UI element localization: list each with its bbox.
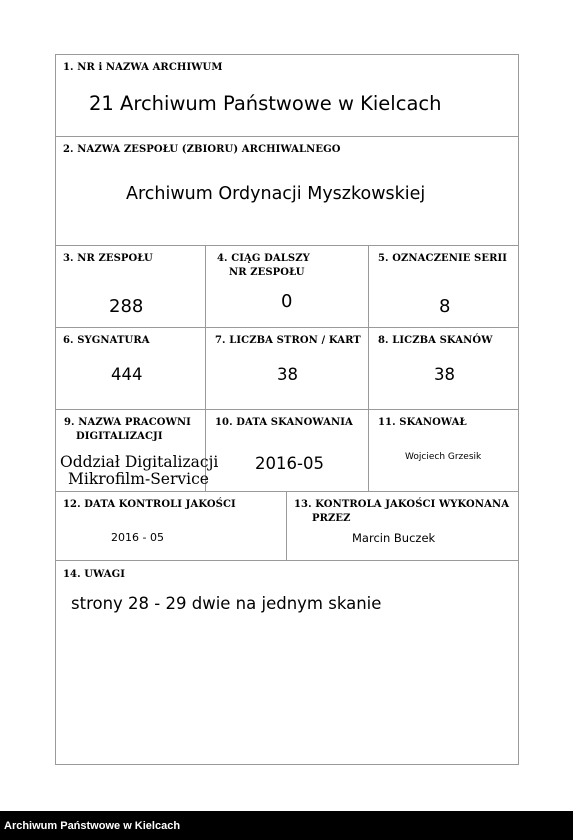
fond-name-label: 2. NAZWA ZESPOŁU (ZBIORU) ARCHIWALNEGO xyxy=(63,144,341,155)
qc-date-label: 12. DATA KONTROLI JAKOŚCI xyxy=(63,499,236,510)
studio-label-1: 9. NAZWA PRACOWNI xyxy=(64,417,191,428)
signature-value: 444 xyxy=(111,365,143,384)
series-value: 8 xyxy=(439,296,451,317)
row-divider xyxy=(56,560,518,561)
col-divider xyxy=(368,245,369,491)
fond-number-label: 3. NR ZESPOŁU xyxy=(63,253,153,264)
studio-value-2: Mikrofilm-Service xyxy=(68,470,209,488)
footer-bar xyxy=(0,811,573,840)
row-divider xyxy=(56,409,518,410)
continuation-value: 0 xyxy=(281,291,293,312)
archive-name-label: 1. NR i NAZWA ARCHIWUM xyxy=(63,62,223,73)
archive-name-value: 21 Archiwum Państwowe w Kielcach xyxy=(89,92,442,115)
scan-date-value: 2016-05 xyxy=(255,454,324,473)
row-divider xyxy=(56,491,518,492)
qc-date-value: 2016 - 05 xyxy=(111,531,164,544)
scanned-by-value: Wojciech Grzesik xyxy=(405,452,482,462)
page-count-value: 38 xyxy=(277,365,298,384)
qc-by-value: Marcin Buczek xyxy=(352,531,436,545)
archive-metadata-form xyxy=(55,54,519,765)
continuation-label-1: 4. CIĄG DALSZY xyxy=(217,253,310,264)
fond-name-value: Archiwum Ordynacji Myszkowskiej xyxy=(126,184,426,204)
footer-text: Archiwum Państwowe w Kielcach xyxy=(4,820,181,832)
scan-count-value: 38 xyxy=(434,365,455,384)
row-divider xyxy=(56,245,518,246)
row-divider xyxy=(56,327,518,328)
series-label: 5. OZNACZENIE SERII xyxy=(378,253,508,264)
scanned-by-label: 11. SKANOWAŁ xyxy=(378,417,467,428)
studio-value-1: Oddział Digitalizacji xyxy=(60,453,219,471)
studio-label-2: DIGITALIZACJI xyxy=(76,431,163,442)
col-divider xyxy=(286,491,287,560)
qc-by-label-1: 13. KONTROLA JAKOŚCI WYKONANA xyxy=(294,499,510,510)
scan-date-label: 10. DATA SKANOWANIA xyxy=(215,417,353,428)
notes-value: strony 28 - 29 dwie na jednym skanie xyxy=(71,594,382,613)
row-divider xyxy=(56,136,518,137)
continuation-label-2: NR ZESPOŁU xyxy=(229,267,305,278)
page-count-label: 7. LICZBA STRON / KART xyxy=(215,335,361,346)
signature-label: 6. SYGNATURA xyxy=(63,335,150,346)
fond-number-value: 288 xyxy=(109,296,144,317)
qc-by-label-2: PRZEZ xyxy=(312,513,351,524)
scan-count-label: 8. LICZBA SKANÓW xyxy=(378,335,493,346)
notes-label: 14. UWAGI xyxy=(63,569,126,580)
